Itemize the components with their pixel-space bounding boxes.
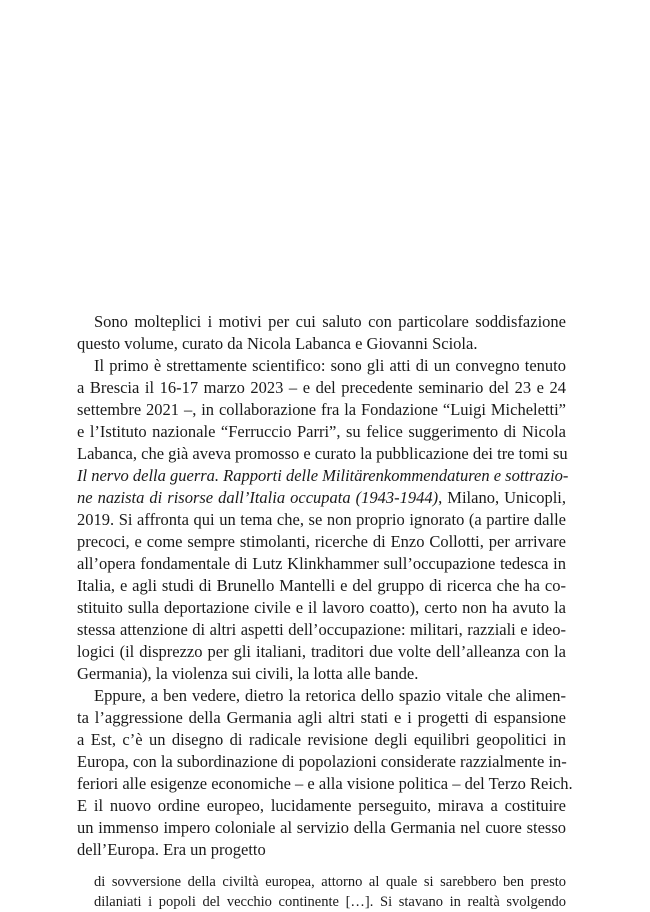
text-line: Labanca, che già aveva promosso e curato la pubblicazione dei tre tomi su (77, 444, 568, 463)
text-line: Europa, con la subordinazione di popolazioni considerate razzialmente in- (77, 752, 567, 771)
text-line-mixed (77, 487, 566, 509)
text-line: 2019. Si affronta qui un tema che, se non proprio ignorato (a partire dalle (77, 510, 566, 529)
text-line: Germania), la violenza sui civili, la lotta alle bande. (77, 664, 419, 683)
text-line: settembre 2021 –, in collaborazione fra la Fondazione “Luigi Micheletti” (77, 400, 566, 419)
text-line: e l’Istituto nazionale “Ferruccio Parri”, su felice suggerimento di Nicola (77, 422, 566, 441)
publication-info: , Milano, Unicopli, (438, 488, 567, 507)
text-line: stituito sulla deportazione civile e il lavoro coatto), certo non ha avuto la (77, 598, 566, 617)
text-line: Italia, e agli studi di Brunello Mantelli e del gruppo di ricerca che ha co- (77, 576, 566, 595)
text-line: Il primo è strettamente scientifico: sono gli atti di un convegno tenuto (94, 356, 566, 375)
text-line: un immenso impero coloniale al servizio della Germania nel cuore stesso (77, 818, 566, 837)
quote-line: dilaniati i popoli del vecchio continente […]. Si stavano in realtà svolgendo (94, 894, 566, 910)
text-line: all’opera fondamentale di Lutz Klinkhammer sull’occupazione tedesca in (77, 554, 566, 573)
text-line: E il nuovo ordine europeo, lucidamente perseguito, mirava a costituire (77, 796, 566, 815)
text-line: precoci, e come sempre stimolanti, ricerche di Enzo Collotti, per arrivare (77, 532, 566, 551)
text-line: Sono molteplici i motivi per cui saluto con particolare soddisfazione (94, 312, 566, 331)
text-line: a Est, c’è un disegno di radicale revisione degli equilibri geopolitici in (77, 730, 566, 749)
text-line: feriori alle esigenze economiche – e alla visione politica – del Terzo Reich. (77, 774, 573, 793)
text-line: logici (il disprezzo per gli italiani, traditori due volte dell’alleanza con la (77, 642, 566, 661)
text-line: ta l’aggressione della Germania agli altri stati e i progetti di espansione (77, 708, 566, 727)
text-line: a Brescia il 16-17 marzo 2023 – e del precedente seminario del 23 e 24 (77, 378, 566, 397)
text-line-italic (77, 465, 569, 487)
book-title-part: Il nervo della guerra. Rapporti delle Militärenkommendaturen e sottrazio- (77, 466, 569, 485)
text-line: questo volume, curato da Nicola Labanca e Giovanni Sciola. (77, 334, 478, 353)
text-line: Eppure, a ben vedere, dietro la retorica dello spazio vitale che alimen- (94, 686, 566, 705)
book-title-part: ne nazista di risorse dall’Italia occupata (1943-1944) (77, 488, 439, 507)
text-line: stessa attenzione di altri aspetti dell’occupazione: militari, razziali e ideo- (77, 620, 566, 639)
text-line: dell’Europa. Era un progetto (77, 840, 266, 859)
quote-line: di sovversione della civiltà europea, attorno al quale si sarebbero ben presto (94, 874, 566, 890)
